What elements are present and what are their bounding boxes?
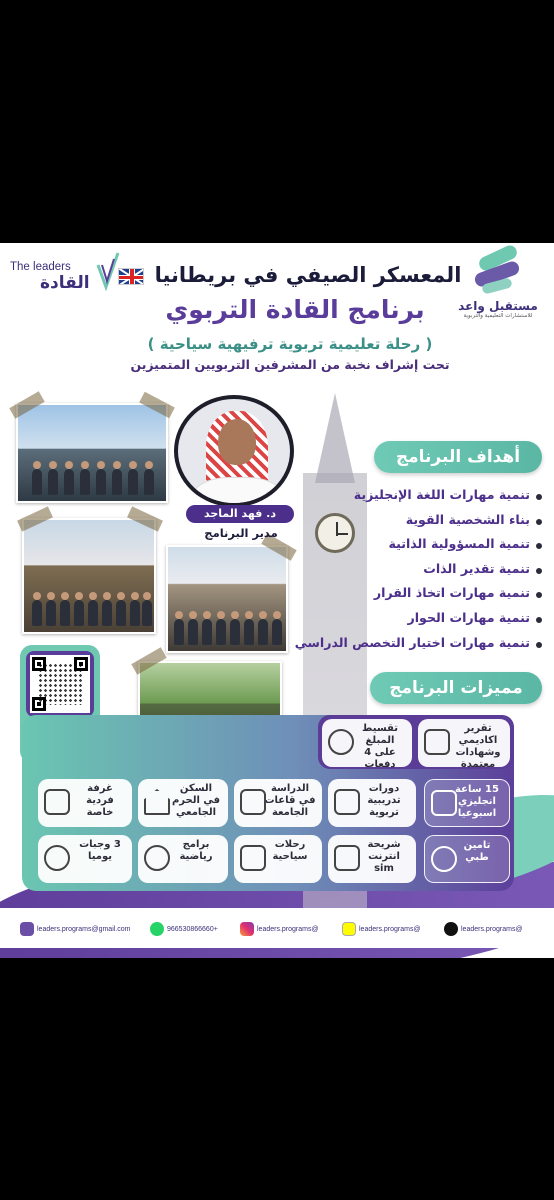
goal-item: تنمية مهارات اتخاذ القرار (290, 585, 542, 610)
title-trip-type: ( رحلة تعليمية تربوية ترفيهية سياحية ) (147, 335, 433, 353)
top-black-bar (0, 0, 554, 243)
feature-sports-programs: برامج رياضية (138, 835, 228, 883)
features-heading: مميزات البرنامج (370, 672, 542, 704)
goal-item: بناء الشخصية القوية (290, 512, 542, 537)
heart-hand-icon (431, 846, 457, 872)
feature-academic-report: تقرير اكاديمي وشهادات معتمدة (418, 719, 510, 767)
sim-card-icon (334, 845, 360, 871)
contact-email[interactable]: leaders.programs@gmail.com (20, 922, 130, 936)
presentation-icon (334, 789, 360, 815)
feature-private-room: غرفة فردية خاصة (38, 779, 132, 827)
plate-icon (44, 845, 70, 871)
feature-daily-meals: 3 وجبات يوميا (38, 835, 132, 883)
group-photo-westminster (22, 518, 156, 634)
logo-left-arabic: القادة (40, 273, 90, 293)
luggage-icon (240, 845, 266, 871)
contact-snapchat[interactable]: leaders.programs@ (342, 922, 421, 936)
whatsapp-icon (150, 922, 164, 936)
goal-item: تنمية تقدير الذات (290, 561, 542, 586)
contacts-footer (0, 908, 554, 948)
feature-campus-housing: السكن في الحرم الجامعي (138, 779, 228, 827)
feature-university-halls: الدراسة في قاعات الجامعة (234, 779, 322, 827)
football-player-icon (144, 845, 170, 871)
qr-code-icon[interactable] (30, 655, 90, 713)
feature-medical-insurance: تامين طبي (424, 835, 510, 883)
feature-tourist-trips: رحلات سياحية (234, 835, 322, 883)
logo-right-name: مستقبل واعد (458, 299, 538, 313)
group-photo-boat (16, 403, 168, 503)
logo-right-subtitle: للاستشارات التعليمية والتربوية (463, 313, 533, 319)
uk-flag-icon (118, 268, 144, 285)
email-icon (20, 922, 34, 936)
poster (0, 243, 554, 958)
goal-item: تنمية مهارات الحوار (290, 610, 542, 635)
title-program-name: برنامج القادة التربوي (165, 295, 425, 324)
goal-item: تنمية مهارات اختيار التخصص الدراسي (290, 635, 542, 660)
graduation-cap-icon (431, 790, 457, 816)
feature-installments: تقسيط المبلغ على 4 دفعات (322, 719, 412, 767)
goals-heading: أهداف البرنامج (374, 441, 542, 473)
house-icon (144, 789, 170, 815)
title-summer-camp: المعسكر الصيفي في بريطانيا (154, 263, 462, 287)
the-leaders-logo (6, 259, 126, 299)
logo-left-english: The leaders (10, 261, 71, 273)
classroom-icon (240, 789, 266, 815)
instagram-icon (240, 922, 254, 936)
title-supervision: تحت إشراف نخبة من المشرفين التربويين المتميزين (130, 357, 450, 372)
goal-item: تنمية المسؤولية الذاتية (290, 536, 542, 561)
tiktok-icon (444, 922, 458, 936)
feature-english-hours: 15 ساعة انجليزي اسبوعيا (424, 779, 510, 827)
certificate-icon (424, 729, 450, 755)
leaders-v-icon (96, 251, 120, 291)
bed-icon (44, 789, 70, 815)
feature-training-courses: دورات تدريبية تربوية (328, 779, 416, 827)
director-portrait (174, 395, 294, 507)
contact-tiktok[interactable]: leaders.programs@ (444, 922, 523, 936)
contact-whatsapp[interactable]: 966530866660+ (150, 922, 218, 936)
goal-item: تنمية مهارات اللغة الإنجليزية (290, 487, 542, 512)
bottom-black-bar (0, 958, 554, 1200)
snapchat-icon (342, 922, 356, 936)
goals-list (290, 487, 542, 659)
money-icon (328, 729, 354, 755)
contact-instagram[interactable]: leaders.programs@ (240, 922, 319, 936)
logo-mark-icon (470, 245, 526, 297)
group-photo-street (166, 545, 288, 653)
feature-sim-card: شريحة انترنت sim (328, 835, 416, 883)
director-name: د. فهد الماجد (186, 505, 294, 523)
director-role: مدير البرنامج (204, 526, 278, 540)
